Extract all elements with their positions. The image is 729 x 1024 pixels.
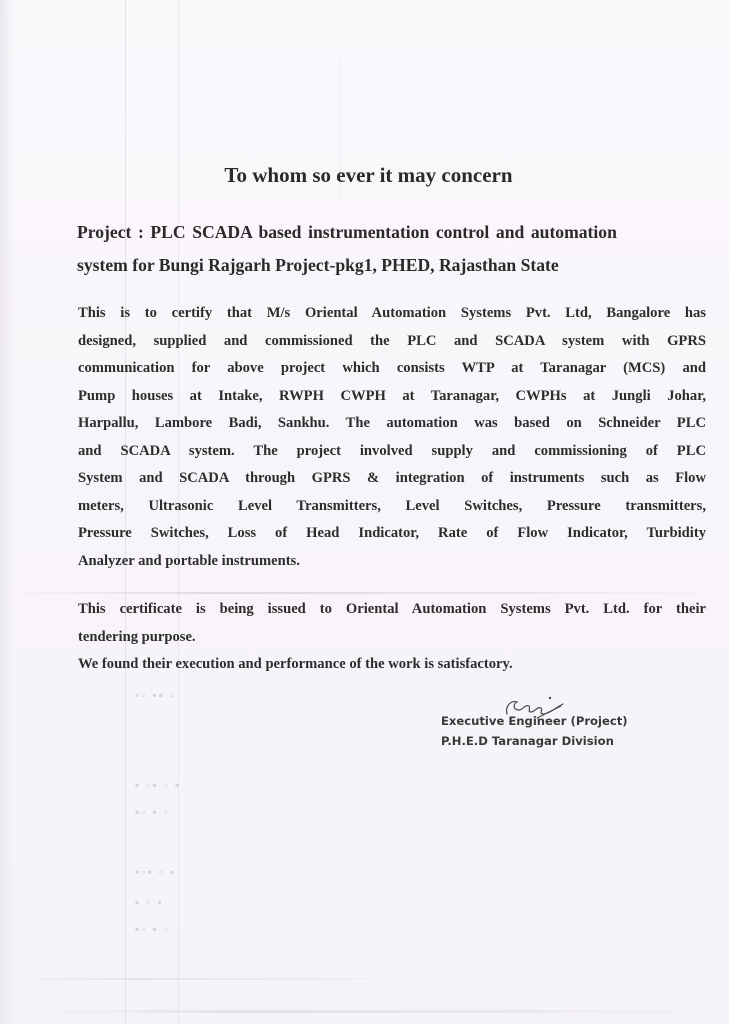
certification-paragraph [78, 300, 706, 575]
paragraph-line: System and SCADA through GPRS & integration of instruments such as Flow [78, 470, 706, 486]
heading-text: To whom so ever it may concern [224, 163, 513, 187]
paragraph-line: and SCADA system. The project involved supply and commissioning of PLC [78, 442, 706, 459]
paper-crease [0, 978, 420, 980]
show-through-mark: ▪▫ ▪ ▫ [135, 805, 171, 819]
show-through-mark: ▪▫ ▪▪ ▫ [135, 688, 177, 702]
paragraph-line: Analyzer and portable instruments. [78, 552, 300, 569]
paragraph-line: We found their execution and performance of the work is satisfactory. [78, 656, 513, 672]
paragraph-line: tendering purpose. [78, 628, 196, 645]
show-through-mark: ▪ ▫ ▪ [135, 895, 164, 909]
project-title-line: Project : PLC SCADA based instrumentation control and automation [77, 222, 617, 242]
paragraph-line: This is to certify that M/s Oriental Automation Systems Pvt. Ltd, Bangalore has [78, 305, 706, 321]
signatory-office: P.H.E.D Taranagar Division [441, 734, 614, 748]
show-through-mark: ▪▫▪ ▫ ▪ [135, 865, 177, 879]
paragraph-line: Pump houses at Intake, RWPH CWPH at Taranagar, CWPHs at Jungli Johar, [78, 387, 706, 404]
signatory-title: Executive Engineer (Project) [441, 714, 628, 728]
paragraph-line: communication for above project which consists WTP at Taranagar (MCS) and [78, 360, 706, 376]
project-title [77, 216, 717, 282]
performance-statement [78, 651, 706, 679]
page-edge-shadow [0, 0, 14, 1024]
paragraph-line: This certificate is being issued to Oriental Automation Systems Pvt. Ltd. for their [78, 601, 706, 617]
paragraph-line: designed, supplied and commissioned the PLC and SCADA system with GPRS [78, 332, 706, 349]
show-through-mark: ▪▫ ▪ ▫ [135, 922, 171, 936]
issuance-paragraph [78, 596, 706, 651]
show-through-mark: ▪ ▫▪ ▫ ▪ [135, 778, 182, 792]
document-heading [0, 163, 729, 188]
paper-crease [30, 1010, 729, 1013]
project-title-line: system for Bungi Rajgarh Project-pkg1, PHED, Rajasthan State [77, 255, 559, 275]
paper-crease [0, 592, 729, 594]
paragraph-line: meters, Ultrasonic Level Transmitters, Level Switches, Pressure transmitters, [78, 497, 706, 514]
paragraph-line: Pressure Switches, Loss of Head Indicator, Rate of Flow Indicator, Turbidity [78, 525, 706, 541]
paragraph-line: Harpallu, Lambore Badi, Sankhu. The automation was based on Schneider PLC [78, 415, 706, 431]
